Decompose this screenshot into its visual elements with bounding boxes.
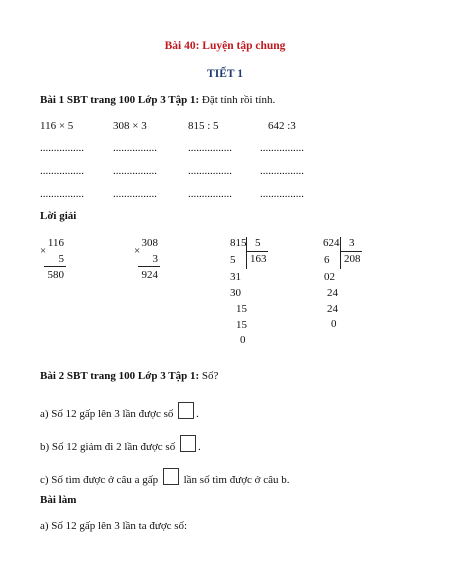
div1-step: 15 <box>236 303 247 315</box>
bai1-heading-rest: Đặt tính rồi tính. <box>199 94 276 106</box>
lesson-subtitle: TIẾT 1 <box>207 68 243 80</box>
bai2-b-text: b) Số 12 giảm đi 2 lần được số <box>40 441 176 453</box>
expr-2: 308 × 3 <box>113 120 147 132</box>
dots-r2c1: ................ <box>40 165 84 177</box>
bai2-question-a <box>40 402 199 420</box>
div1-quotient: 163 <box>250 253 267 265</box>
bai2-c-text-1: c) Số tìm được ở câu a gấp <box>40 474 159 486</box>
mult1-a: 116 <box>47 237 64 249</box>
div1-vrule <box>246 237 247 269</box>
mult2-result: 924 <box>141 269 158 281</box>
bai-lam-heading: Bài làm <box>40 494 77 506</box>
div2-step: 0 <box>331 318 337 330</box>
mult2-rule <box>138 266 160 267</box>
loi-giai-heading: Lời giải <box>40 210 77 222</box>
dots-r1c2: ................ <box>113 142 157 154</box>
dots-r2c4: ................ <box>260 165 304 177</box>
bai1-heading-bold: Bài 1 SBT trang 100 Lớp 3 Tập 1: <box>40 94 200 106</box>
div1-step: 31 <box>230 271 241 283</box>
lesson-title: Bài 40: Luyện tập chung <box>164 40 286 52</box>
answer-box-a[interactable] <box>178 402 194 419</box>
answer-box-c[interactable] <box>163 468 179 485</box>
expr-3: 815 : 5 <box>188 120 219 132</box>
answer-box-b[interactable] <box>180 435 196 452</box>
div2-step: 24 <box>327 303 338 315</box>
div1-step: 30 <box>230 287 241 299</box>
bai2-heading <box>40 370 218 382</box>
bai2-heading-bold: Bài 2 SBT trang 100 Lớp 3 Tập 1: <box>40 370 200 382</box>
bai2-a-text: a) Số 12 gấp lên 3 lần được số <box>40 408 174 420</box>
dots-r3c2: ................ <box>113 188 157 200</box>
mult1-b: 5 <box>58 253 64 265</box>
div1-dividend: 815 <box>230 237 247 249</box>
dots-r3c1: ................ <box>40 188 84 200</box>
bai2-question-c <box>40 468 289 486</box>
mult1-rule <box>44 266 66 267</box>
div1-step: 5 <box>230 254 236 266</box>
mult2-a: 308 <box>141 237 158 249</box>
bai2-question-b <box>40 435 201 453</box>
div2-vrule <box>340 237 341 269</box>
mult1-result: 580 <box>47 269 64 281</box>
div2-hrule <box>340 251 362 252</box>
div2-divisor: 3 <box>349 237 355 249</box>
answer-a-text: a) Số 12 gấp lên 3 lần ta được số: <box>40 520 188 532</box>
dots-r2c2: ................ <box>113 165 157 177</box>
bai2-a-period: . <box>196 408 199 420</box>
div1-divisor: 5 <box>255 237 261 249</box>
div2-quotient: 208 <box>344 253 361 265</box>
bai1-heading <box>40 94 275 106</box>
bai2-heading-rest: Số? <box>199 370 219 382</box>
mult1-op: × <box>40 245 47 257</box>
div1-step: 15 <box>236 319 247 331</box>
mult2-op: × <box>134 245 141 257</box>
div2-step: 24 <box>327 287 338 299</box>
dots-r1c3: ................ <box>188 142 232 154</box>
div2-dividend: 624 <box>323 237 340 249</box>
expr-1: 116 × 5 <box>40 120 74 132</box>
dots-r3c3: ................ <box>188 188 232 200</box>
dots-r1c1: ................ <box>40 142 84 154</box>
bai2-c-text-2: lần số tìm được ở câu b. <box>183 474 290 486</box>
div1-step: 0 <box>240 334 246 346</box>
expr-4: 642 :3 <box>268 120 296 132</box>
bai2-b-period: . <box>197 441 201 453</box>
div1-hrule <box>246 251 268 252</box>
dots-r3c4: ................ <box>260 188 304 200</box>
dots-r2c3: ................ <box>188 165 232 177</box>
dots-r1c4: ................ <box>260 142 304 154</box>
div2-step: 6 <box>324 254 330 266</box>
div2-step: 02 <box>324 271 335 283</box>
mult2-b: 3 <box>152 253 158 265</box>
